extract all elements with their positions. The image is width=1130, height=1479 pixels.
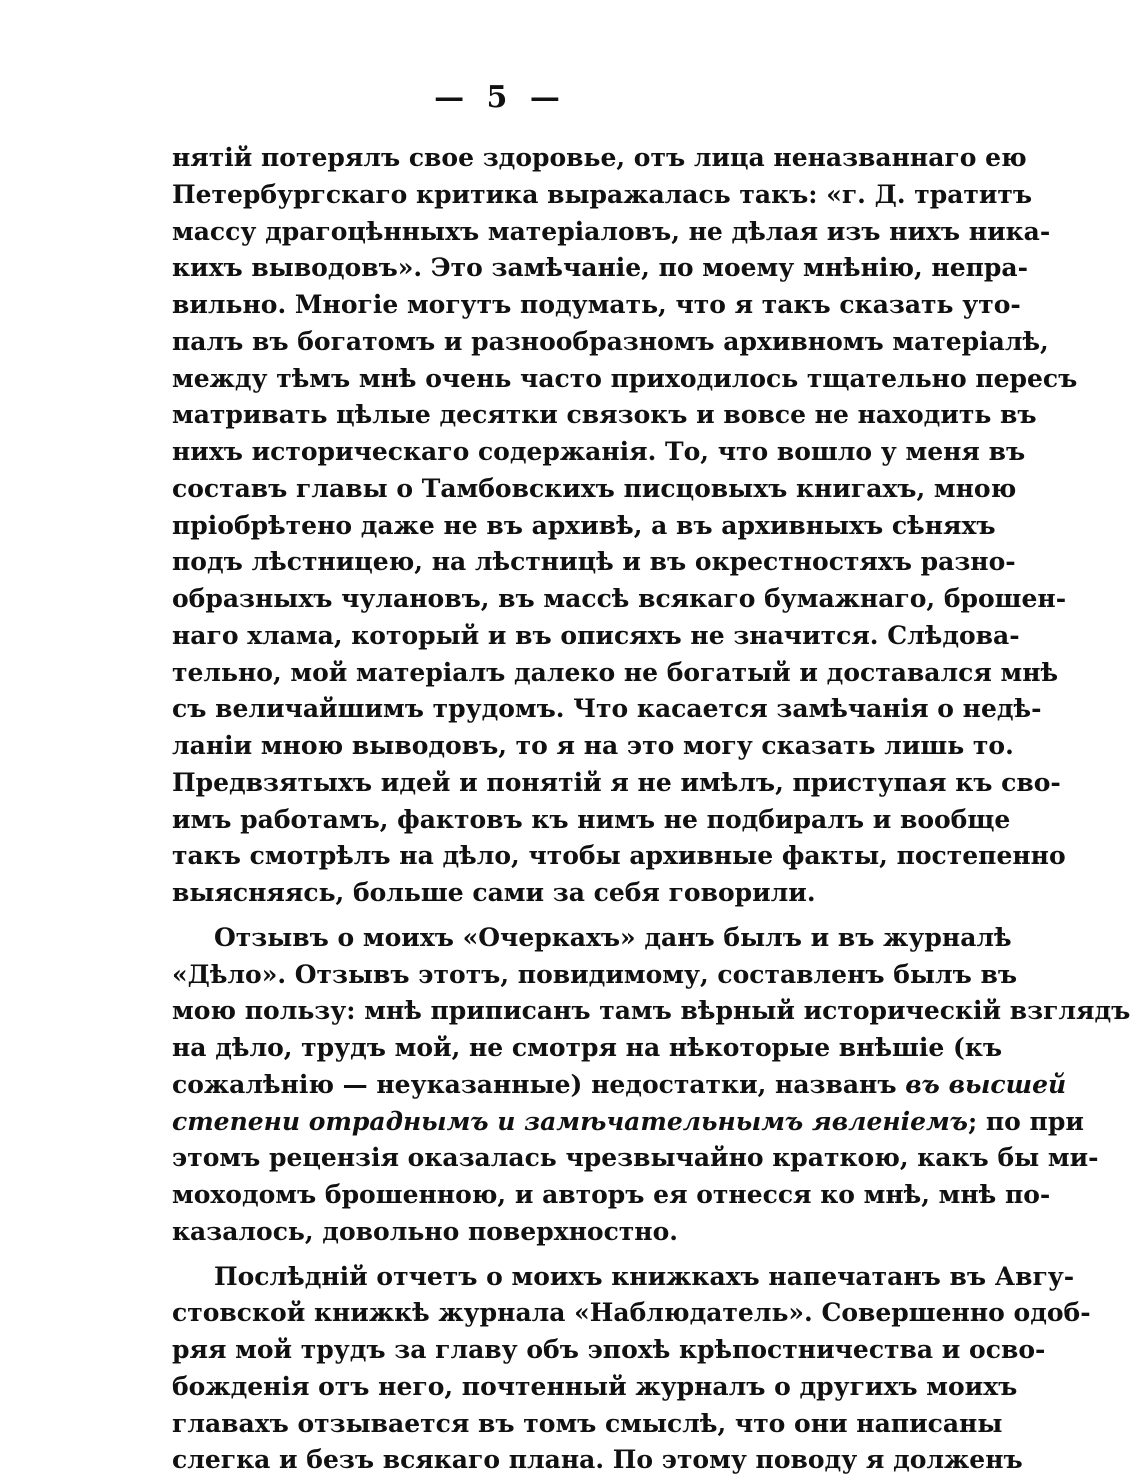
text-line: тельно, мой матеріалъ далеко не богатый и доставался мнѣ (172, 655, 824, 692)
emphasis-text: въ высшей (905, 1070, 1066, 1099)
text-line: мою пользу: мнѣ приписанъ тамъ вѣрный историческій взглядъ (172, 993, 824, 1030)
text-line: главахъ отзывается въ томъ смыслѣ, что они написаны (172, 1406, 824, 1443)
text-line: Отзывъ о моихъ «Очеркахъ» данъ былъ и въ журналѣ (172, 920, 824, 957)
text-segment: ; по при (968, 1107, 1084, 1136)
text-line: божденія отъ него, почтенный журналъ о другихъ моихъ (172, 1369, 824, 1406)
text-line: этомъ рецензія оказалась чрезвычайно краткою, какъ бы ми- (172, 1140, 824, 1177)
text-line: нятій потерялъ свое здоровье, отъ лица неназваннаго ею (172, 140, 824, 177)
text-line: нихъ историческаго содержанія. То, что вошло у меня въ (172, 434, 824, 471)
text-line: наго хлама, который и въ описяхъ не значится. Слѣдова- (172, 618, 824, 655)
text-line (172, 1104, 824, 1141)
text-line: образныхъ чулановъ, въ массѣ всякаго бумажнаго, брошен- (172, 581, 824, 618)
text-line: между тѣмъ мнѣ очень часто приходилось тщательно пересъ (172, 361, 824, 398)
emphasis-text: степени отраднымъ и замѣчательнымъ явленіемъ (172, 1107, 968, 1136)
text-segment: сожалѣнію — неуказанные) недостатки, названъ (172, 1070, 897, 1099)
text-line: подъ лѣстницею, на лѣстницѣ и въ окрестностяхъ разно- (172, 544, 824, 581)
text-line: вильно. Многіе могутъ подумать, что я такъ сказать уто- (172, 287, 824, 324)
paragraph-2 (172, 920, 824, 1251)
text-line: Послѣдній отчетъ о моихъ книжкахъ напечатанъ въ Авгу- (172, 1259, 824, 1296)
text-line: палъ въ богатомъ и разнообразномъ архивномъ матеріалѣ, (172, 324, 824, 361)
text-line: стовской книжкѣ журнала «Наблюдатель». Совершенно одоб- (172, 1295, 824, 1332)
text-line: выясняясь, больше сами за себя говорили. (172, 875, 824, 912)
text-line (172, 1067, 824, 1104)
text-line: ряя мой трудъ за главу объ эпохѣ крѣпостничества и осво- (172, 1332, 824, 1369)
text-line: массу драгоцѣнныхъ матеріаловъ, не дѣлая изъ нихъ никa- (172, 214, 824, 251)
text-line: Петербургскаго критика выражалась такъ: «г. Д. тратитъ (172, 177, 824, 214)
text-line: составъ главы о Тамбовскихъ писцовыхъ книгахъ, мною (172, 471, 824, 508)
text-line: такъ смотрѣлъ на дѣло, чтобы архивные факты, постепенно (172, 838, 824, 875)
text-line: ланіи мною выводовъ, то я на это могу сказать лишь то. (172, 728, 824, 765)
paragraph-3 (172, 1259, 824, 1479)
text-line: моходомъ брошенною, и авторъ ея отнесся ко мнѣ, мнѣ по- (172, 1177, 824, 1214)
page-number: — 5 — (0, 80, 1000, 115)
paragraph-1 (172, 140, 824, 912)
text-line: «Дѣло». Отзывъ этотъ, повидимому, составленъ былъ въ (172, 957, 824, 994)
text-line: матривать цѣлые десятки связокъ и вовсе не находить въ (172, 397, 824, 434)
text-line: пріобрѣтено даже не въ архивѣ, а въ архивныхъ сѣняхъ (172, 508, 824, 545)
body-text (172, 140, 824, 1479)
text-line: казалось, довольно поверхностно. (172, 1214, 824, 1251)
text-line: на дѣло, трудъ мой, не смотря на нѣкоторые внѣшіе (къ (172, 1030, 824, 1067)
text-line: слегка и безъ всякаго плана. По этому поводу я долженъ (172, 1442, 824, 1479)
text-line: съ величайшимъ трудомъ. Что касается замѣчанія о недѣ- (172, 691, 824, 728)
text-line: Предвзятыхъ идей и понятій я не имѣлъ, приступая къ сво- (172, 765, 824, 802)
text-line: имъ работамъ, фактовъ къ нимъ не подбиралъ и вообще (172, 802, 824, 839)
text-line: кихъ выводовъ». Это замѣчаніе, по моему мнѣнію, непра- (172, 250, 824, 287)
